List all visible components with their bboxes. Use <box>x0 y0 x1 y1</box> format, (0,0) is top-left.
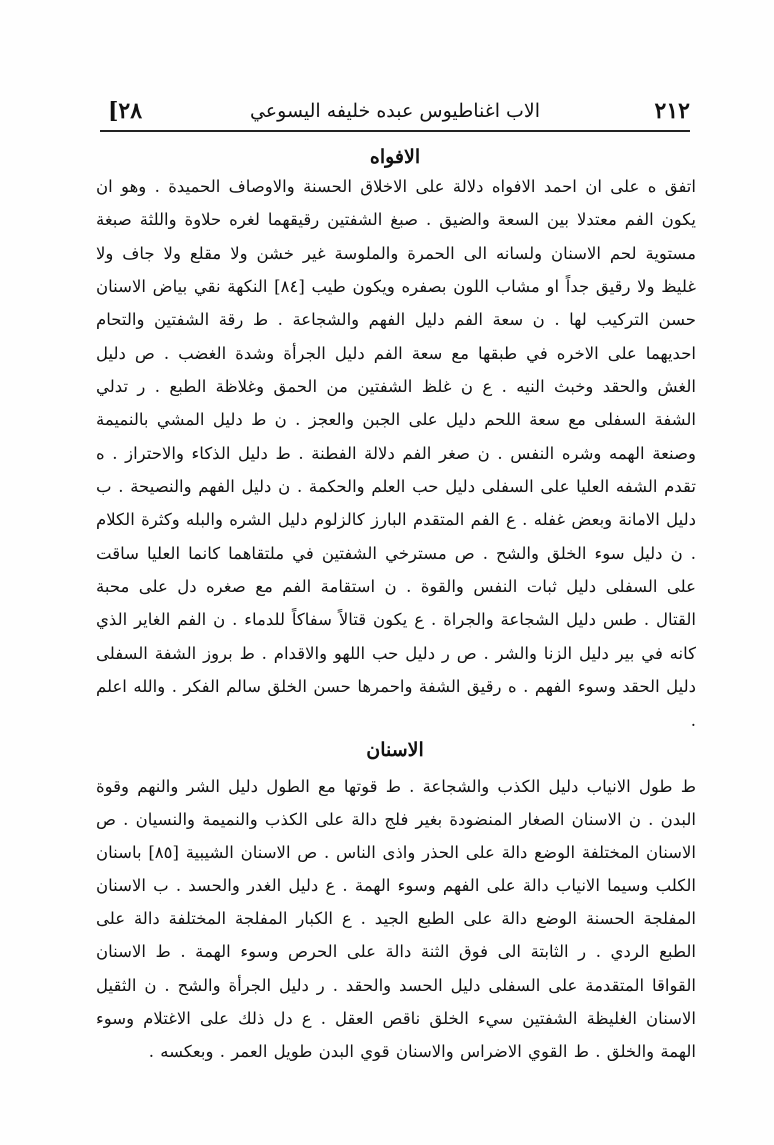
running-head: الاب اغناطيوس عبده خليفه اليسوعي <box>249 100 541 122</box>
section-title-teeth: الاسنان <box>366 739 424 761</box>
page-header <box>100 96 690 132</box>
section-text-teeth: ط طول الانياب دليل الكذب والشجاعة . ط قوتها مع الطول دليل الشر والنهم وقوة البدن . ن الاسنان الصغار المنضودة بغير فلج دالة على الكذب والنميمة والنسيان . ص الاسنان المختلفة الوضع دالة على الحذر واذى الناس . ص الاسنان الشيبية [٨٥] باسنان الكلب وسيما الانياب دالة على الفهم وسوء الهمة . ع دليل الغدر والحسد . ب الاسنان المفلجة الحسنة الوضع دالة على الطبع الجيد . ع الكبار المفلجة المختلفة دالة على الطبع الردي . ر الثابتة الى فوق الثنة دالة على الحرص وسوء الهمة . ط الاسنان القواقا المتقدمة على السفلى دليل الحسد والحقد . ر دليل الجرأة والشح . ن الثقيل الاسنان الغليظة الشفتين سيء الخلق ناقص العقل . ع دل ذلك على الاغتلام وسوء الهمة والخلق . ط القوي الاضراس والاسنان قوي البدن طويل العمر . وبعكسه . <box>96 777 696 1061</box>
section-number: [٢٨ <box>108 98 143 124</box>
page-number: ٢١٢ <box>654 98 690 124</box>
section-text-mouths: اتفق ه على ان احمد الافواه دلالة على الاخلاق الحسنة والاوصاف الحميدة . وهو ان يكون الفم معتدلا بين السعة والضيق . صبغ الشفتين رقيقهما لغره حلاوة واللثة صبغة مستوية لحم الاسنان ولسانه الى الحمرة والملوسة غير خشن ولا مقلع ولا جاف ولا غليظ ولا رقيق جداً او مشاب اللون بصفره ويكون طيب [٨٤] النكهة نقي بياض الاسنان حسن التركيب لها . ن سعة الفم دليل الفهم والشجاعة . ط رقة الشفتين والتحام احديهما على الاخره في طبقها مع سعة الفم دليل الجرأة وشدة الغضب . ص دليل الغش والحقد وخبث النيه . ع ن غلظ الشفتين من الحمق وغلاظة الطبع . ر تدلي الشفة السفلى مع سعة اللحم دليل على الجبن والعجز . ن ط دليل المشي بالنميمة وصنعة الهمه وشره النفس . ن صغر الفم دلالة الفطنة . ط دليل الذكاء والاحتراز . ه تقدم الشفه العليا على السفلى دليل حب العلم والحكمة . ن دليل الفهم والنصيحة . ب دليل الامانة وبعض غفله . ع الفم المتقدم البارز كالزلوم دليل الشره والبله وكثرة الكلام . ن دليل سوء الخلق والشح . ص مسترخي الشفتين في ملتقاهما كانما العليا ساقت على السفلى دليل ثبات النفس والقوة . ن استقامة الفم مع صغره دل على محبة القتال . طس دليل الشجاعة والجراة . ع يكون قتالاً سفاكاً للدماء . ن الفم الغاير الذي كانه في بير دليل الزنا والشر . ص ر دليل حب اللهو والاقدام . ط بروز الشفة السفلى دليل الحقد وسوء الفهم . ه رقيق الشفة واحمرها حسن الخلق سالم الفكر . والله اعلم . <box>96 177 696 730</box>
section-title-mouths: الافواه <box>369 146 421 168</box>
